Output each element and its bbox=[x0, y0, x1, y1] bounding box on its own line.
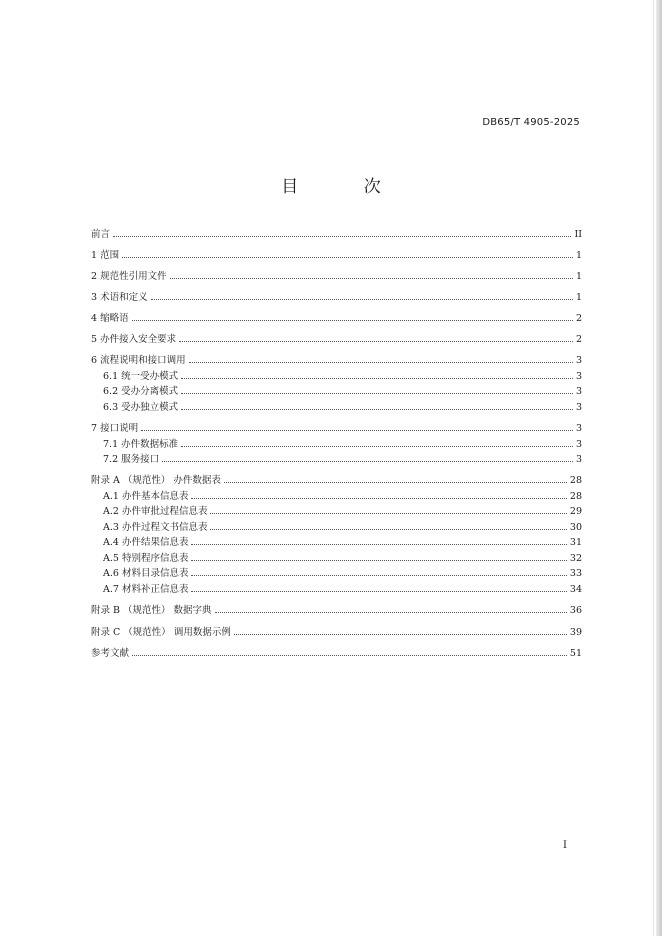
toc-leader-dots bbox=[191, 574, 566, 576]
toc-entry[interactable] bbox=[91, 519, 582, 533]
toc-entry-label: 附录 A （规范性） 办件数据表 bbox=[91, 475, 221, 486]
toc-entry-page: 36 bbox=[569, 605, 582, 616]
toc-entry[interactable] bbox=[91, 436, 582, 450]
toc-entry-label: 参考文献 bbox=[91, 648, 130, 659]
toc-entry-label: 5 办件接入安全要求 bbox=[91, 334, 177, 345]
toc-leader-dots bbox=[181, 377, 573, 379]
toc-leader-dots bbox=[151, 298, 573, 300]
toc-entry[interactable] bbox=[91, 310, 582, 324]
toc-entry-label: 附录 B （规范性） 数据字典 bbox=[91, 605, 212, 616]
toc-entry-label: 2 规范性引用文件 bbox=[91, 271, 167, 282]
toc-entry-label: A.6 材料目录信息表 bbox=[103, 568, 189, 579]
toc-entry[interactable] bbox=[91, 268, 582, 282]
toc-entry-page: 3 bbox=[575, 402, 582, 413]
toc-leader-dots bbox=[181, 408, 573, 410]
toc-leader-dots bbox=[179, 340, 573, 342]
toc-entry[interactable] bbox=[91, 226, 582, 240]
toc-leader-dots bbox=[191, 590, 566, 592]
toc-entry[interactable] bbox=[91, 565, 582, 579]
toc-leader-dots bbox=[132, 319, 573, 321]
scan-edge-line bbox=[653, 0, 654, 936]
scan-edge bbox=[656, 0, 662, 936]
toc-leader-dots bbox=[113, 235, 571, 237]
toc-entry-page: 30 bbox=[569, 522, 582, 533]
toc-leader-dots bbox=[191, 543, 566, 545]
toc-entry-page: 3 bbox=[575, 371, 582, 382]
toc-entry-label: 前言 bbox=[91, 229, 111, 240]
toc-entry[interactable] bbox=[91, 368, 582, 382]
toc-leader-dots bbox=[191, 559, 566, 561]
toc-leader-dots bbox=[181, 445, 573, 447]
toc-entry-label: 6.3 受办独立模式 bbox=[103, 402, 179, 413]
toc-entry[interactable] bbox=[91, 645, 582, 659]
toc-entry-page: 3 bbox=[575, 423, 582, 434]
toc-entry-label: A.2 办件审批过程信息表 bbox=[103, 506, 208, 517]
toc-entry-page: 33 bbox=[569, 568, 582, 579]
toc-title: 目 次 bbox=[281, 177, 411, 197]
toc-leader-dots bbox=[181, 392, 573, 394]
toc-entry-label: 7 接口说明 bbox=[91, 423, 139, 434]
toc-entry[interactable] bbox=[91, 488, 582, 502]
toc-entry-label: 6.2 受办分离模式 bbox=[103, 386, 179, 397]
toc-leader-dots bbox=[189, 361, 573, 363]
toc-entry-page: 29 bbox=[569, 506, 582, 517]
toc-entry-page: 3 bbox=[575, 386, 582, 397]
standard-code: DB65/T 4905-2025 bbox=[482, 117, 580, 128]
toc-entry-page: 51 bbox=[569, 648, 582, 659]
toc-entry[interactable] bbox=[91, 399, 582, 413]
toc-entry-page: 3 bbox=[575, 454, 582, 465]
toc-entry[interactable] bbox=[91, 624, 582, 638]
toc-entry[interactable] bbox=[91, 503, 582, 517]
toc-entry-label: 7.2 服务接口 bbox=[103, 454, 160, 465]
toc-leader-dots bbox=[224, 481, 567, 483]
toc-entry[interactable] bbox=[91, 472, 582, 486]
toc-entry-page: 3 bbox=[575, 355, 582, 366]
toc-leader-dots bbox=[132, 654, 567, 656]
toc-entry-label: A.4 办件结果信息表 bbox=[103, 537, 189, 548]
toc-entry-label: A.1 办件基本信息表 bbox=[103, 491, 189, 502]
toc-entry-label: A.5 特别程序信息表 bbox=[103, 553, 189, 564]
toc-entry[interactable] bbox=[91, 420, 582, 434]
toc-entry[interactable] bbox=[91, 534, 582, 548]
toc-leader-dots bbox=[210, 528, 566, 530]
toc-entry-label: 1 范围 bbox=[91, 250, 120, 261]
toc-entry-page: II bbox=[574, 229, 582, 240]
toc-entry-page: 39 bbox=[569, 627, 582, 638]
toc-entry[interactable] bbox=[91, 289, 582, 303]
toc-entry[interactable] bbox=[91, 550, 582, 564]
toc-entry[interactable] bbox=[91, 581, 582, 595]
toc-entry-label: A.3 办件过程文书信息表 bbox=[103, 522, 208, 533]
toc-leader-dots bbox=[170, 277, 573, 279]
toc-entry[interactable] bbox=[91, 331, 582, 345]
toc-entry-page: 31 bbox=[569, 537, 582, 548]
toc-entry[interactable] bbox=[91, 352, 582, 366]
toc-entry-page: 2 bbox=[575, 313, 582, 324]
toc-leader-dots bbox=[122, 256, 573, 258]
toc-entry-page: 1 bbox=[575, 292, 582, 303]
toc-entry-label: A.7 材料补正信息表 bbox=[103, 584, 189, 595]
toc-entry-page: 1 bbox=[575, 271, 582, 282]
toc-entry-label: 3 术语和定义 bbox=[91, 292, 148, 303]
toc-entry-label: 附录 C （规范性） 调用数据示例 bbox=[91, 627, 231, 638]
toc-entry-page: 3 bbox=[575, 439, 582, 450]
toc-entry-page: 34 bbox=[569, 584, 582, 595]
toc-entry-page: 28 bbox=[569, 491, 582, 502]
toc-leader-dots bbox=[234, 633, 567, 635]
toc-entry[interactable] bbox=[91, 602, 582, 616]
toc-entry[interactable] bbox=[91, 383, 582, 397]
toc-leader-dots bbox=[141, 429, 573, 431]
page-number: I bbox=[563, 840, 567, 851]
toc-entry-page: 2 bbox=[575, 334, 582, 345]
toc-leader-dots bbox=[162, 460, 573, 462]
toc-leader-dots bbox=[215, 611, 567, 613]
toc-leader-dots bbox=[191, 497, 566, 499]
toc-entry-page: 32 bbox=[569, 553, 582, 564]
toc-entry-page: 1 bbox=[575, 250, 582, 261]
toc-entry-label: 4 缩略语 bbox=[91, 313, 129, 324]
toc-entry-label: 7.1 办件数据标准 bbox=[103, 439, 179, 450]
toc-entry[interactable] bbox=[91, 451, 582, 465]
toc-entry-label: 6 流程说明和接口调用 bbox=[91, 355, 186, 366]
toc-entry-label: 6.1 统一受办模式 bbox=[103, 371, 179, 382]
toc-leader-dots bbox=[210, 512, 566, 514]
toc-entry-page: 28 bbox=[569, 475, 582, 486]
toc-entry[interactable] bbox=[91, 247, 582, 261]
